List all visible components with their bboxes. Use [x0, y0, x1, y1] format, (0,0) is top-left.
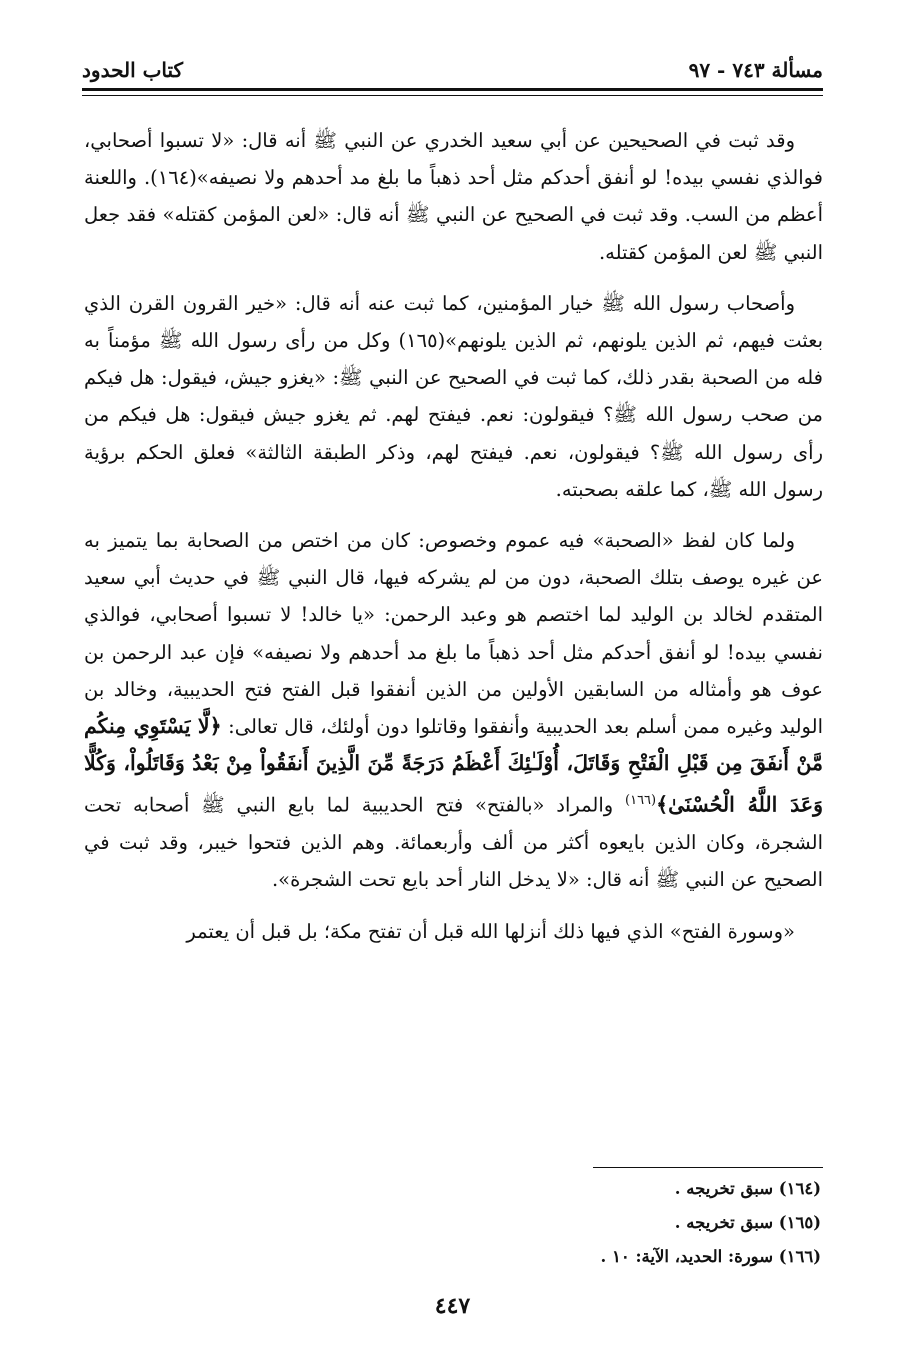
paragraph-3: [84, 522, 823, 899]
footnote-ref-166: (١٦٦): [625, 793, 657, 809]
paragraph-2: وأصحاب رسول الله ﷺ خيار المؤمنين، كما ثبت عنه أنه قال: «خير القرون القرن الذي بعثت فيهم، ثم الذين يلونهم، ثم الذين يلونهم»(١٦٥) وكل من رأى رسول الله ﷺ مؤمناً به فله من الصحبة بقدر ذلك، كما ثبت في الصحيح عن النبي ﷺ: «يغزو جيش، فيقول: هل فيكم من صحب رسول الله ﷺ؟ فيقولون: نعم. فيفتح لهم. ثم يغزو جيش فيقول: هل فيكم من رأى رسول الله ﷺ؟ فيقولون، نعم. فيفتح لهم، وذكر الطبقة الثالثة» فعلق الحكم برؤية رسول الله ﷺ، كما علقه بصحبته.: [84, 291, 824, 501]
paragraph-3-text-after: والمراد «بالفتح» فتح الحديبية لما بايع النبي ﷺ أصحابه تحت الشجرة، وكان الذين بايعوه أكثر من ألف وأربعمائة. وهم الذين فتحوا خيبر، وقد ثبت في الصحيح عن النبي ﷺ أنه قال: «لا يدخل النار أحد بايع تحت الشجرة».: [84, 793, 823, 892]
paragraph-1: وقد ثبت في الصحيحين عن أبي سعيد الخدري عن النبي ﷺ أنه قال: «لا تسبوا أصحابي، فوالذي نفسي بيده! لو أنفق أحدكم مثل أحد ذهباً ما بلغ مد أحدهم ولا نصيفه»(١٦٤). واللعنة أعظم من السب. وقد ثبت في الصحيح عن النبي ﷺ أنه قال: «لعن المؤمن كقتله» فقد جعل النبي ﷺ لعن المؤمن كقتله.: [84, 129, 824, 264]
header-rule-thin: [82, 95, 823, 96]
footnotes: [84, 1172, 821, 1274]
running-header: [82, 50, 823, 86]
quran-verse: ﴿لَّا يَسْتَوِي مِنكُم مَّنْ أَنفَقَ مِن قَبْلِ الْفَتْحِ وَقَاتَلَ، أُوْلَـٰئِكَ أَعْظَمُ دَرَجَةً مِّنَ الَّذِينَ أَنفَقُواْ مِنْ بَعْدُ وَقَاتَلُواْ، وَكُلًّا وَعَدَ اللَّهُ الْحُسْنَىٰ﴾: [84, 714, 823, 817]
main-text: [84, 122, 823, 950]
header-rule-thick: [82, 88, 823, 91]
footnote-164: (١٦٤) سبق تخريجه .: [674, 1179, 821, 1198]
paragraph-4: «وسورة الفتح» الذي فيها ذلك أنزلها الله قبل أن تفتح مكة؛ بل قبل أن يعتمر: [186, 919, 795, 943]
footnote-166: (١٦٦) سورة: الحديد، الآية: ١٠ .: [600, 1247, 821, 1266]
book-section-title: كتاب الحدود: [82, 58, 184, 82]
paragraph-3-text-before: ولما كان لفظ «الصحبة» فيه عموم وخصوص: كان من اختص من الصحابة بما يتميز به عن غيره يوصف بتلك الصحبة، دون من لم يشركه فيها، قال النبي ﷺ في حديث أبي سعيد المتقدم لخالد بن الوليد لما اختصم هو وعبد الرحمن: «يا خالد! لا تسبوا أصحابي، فوالذي نفسي بيده! لو أنفق أحدكم مثل أحد ذهباً ما بلغ مد أحدهم ولا نصيفه» فإن عبد الرحمن بن عوف هو وأمثاله من السابقين الأولين من الذين أنفقوا قبل الفتح فتح الحديبية، وخالد بن الوليد وغيره ممن أسلم بعد الحديبية وأنفقوا وقاتلوا دون أولئك، قال تعالى:: [84, 529, 823, 739]
footnote-165: (١٦٥) سبق تخريجه .: [674, 1213, 821, 1232]
footnote-separator: [593, 1167, 823, 1168]
page-number: ٤٤٧: [434, 1293, 471, 1319]
chapter-issue-title: مسألة ٧٤٣ - ٩٧: [688, 58, 823, 82]
